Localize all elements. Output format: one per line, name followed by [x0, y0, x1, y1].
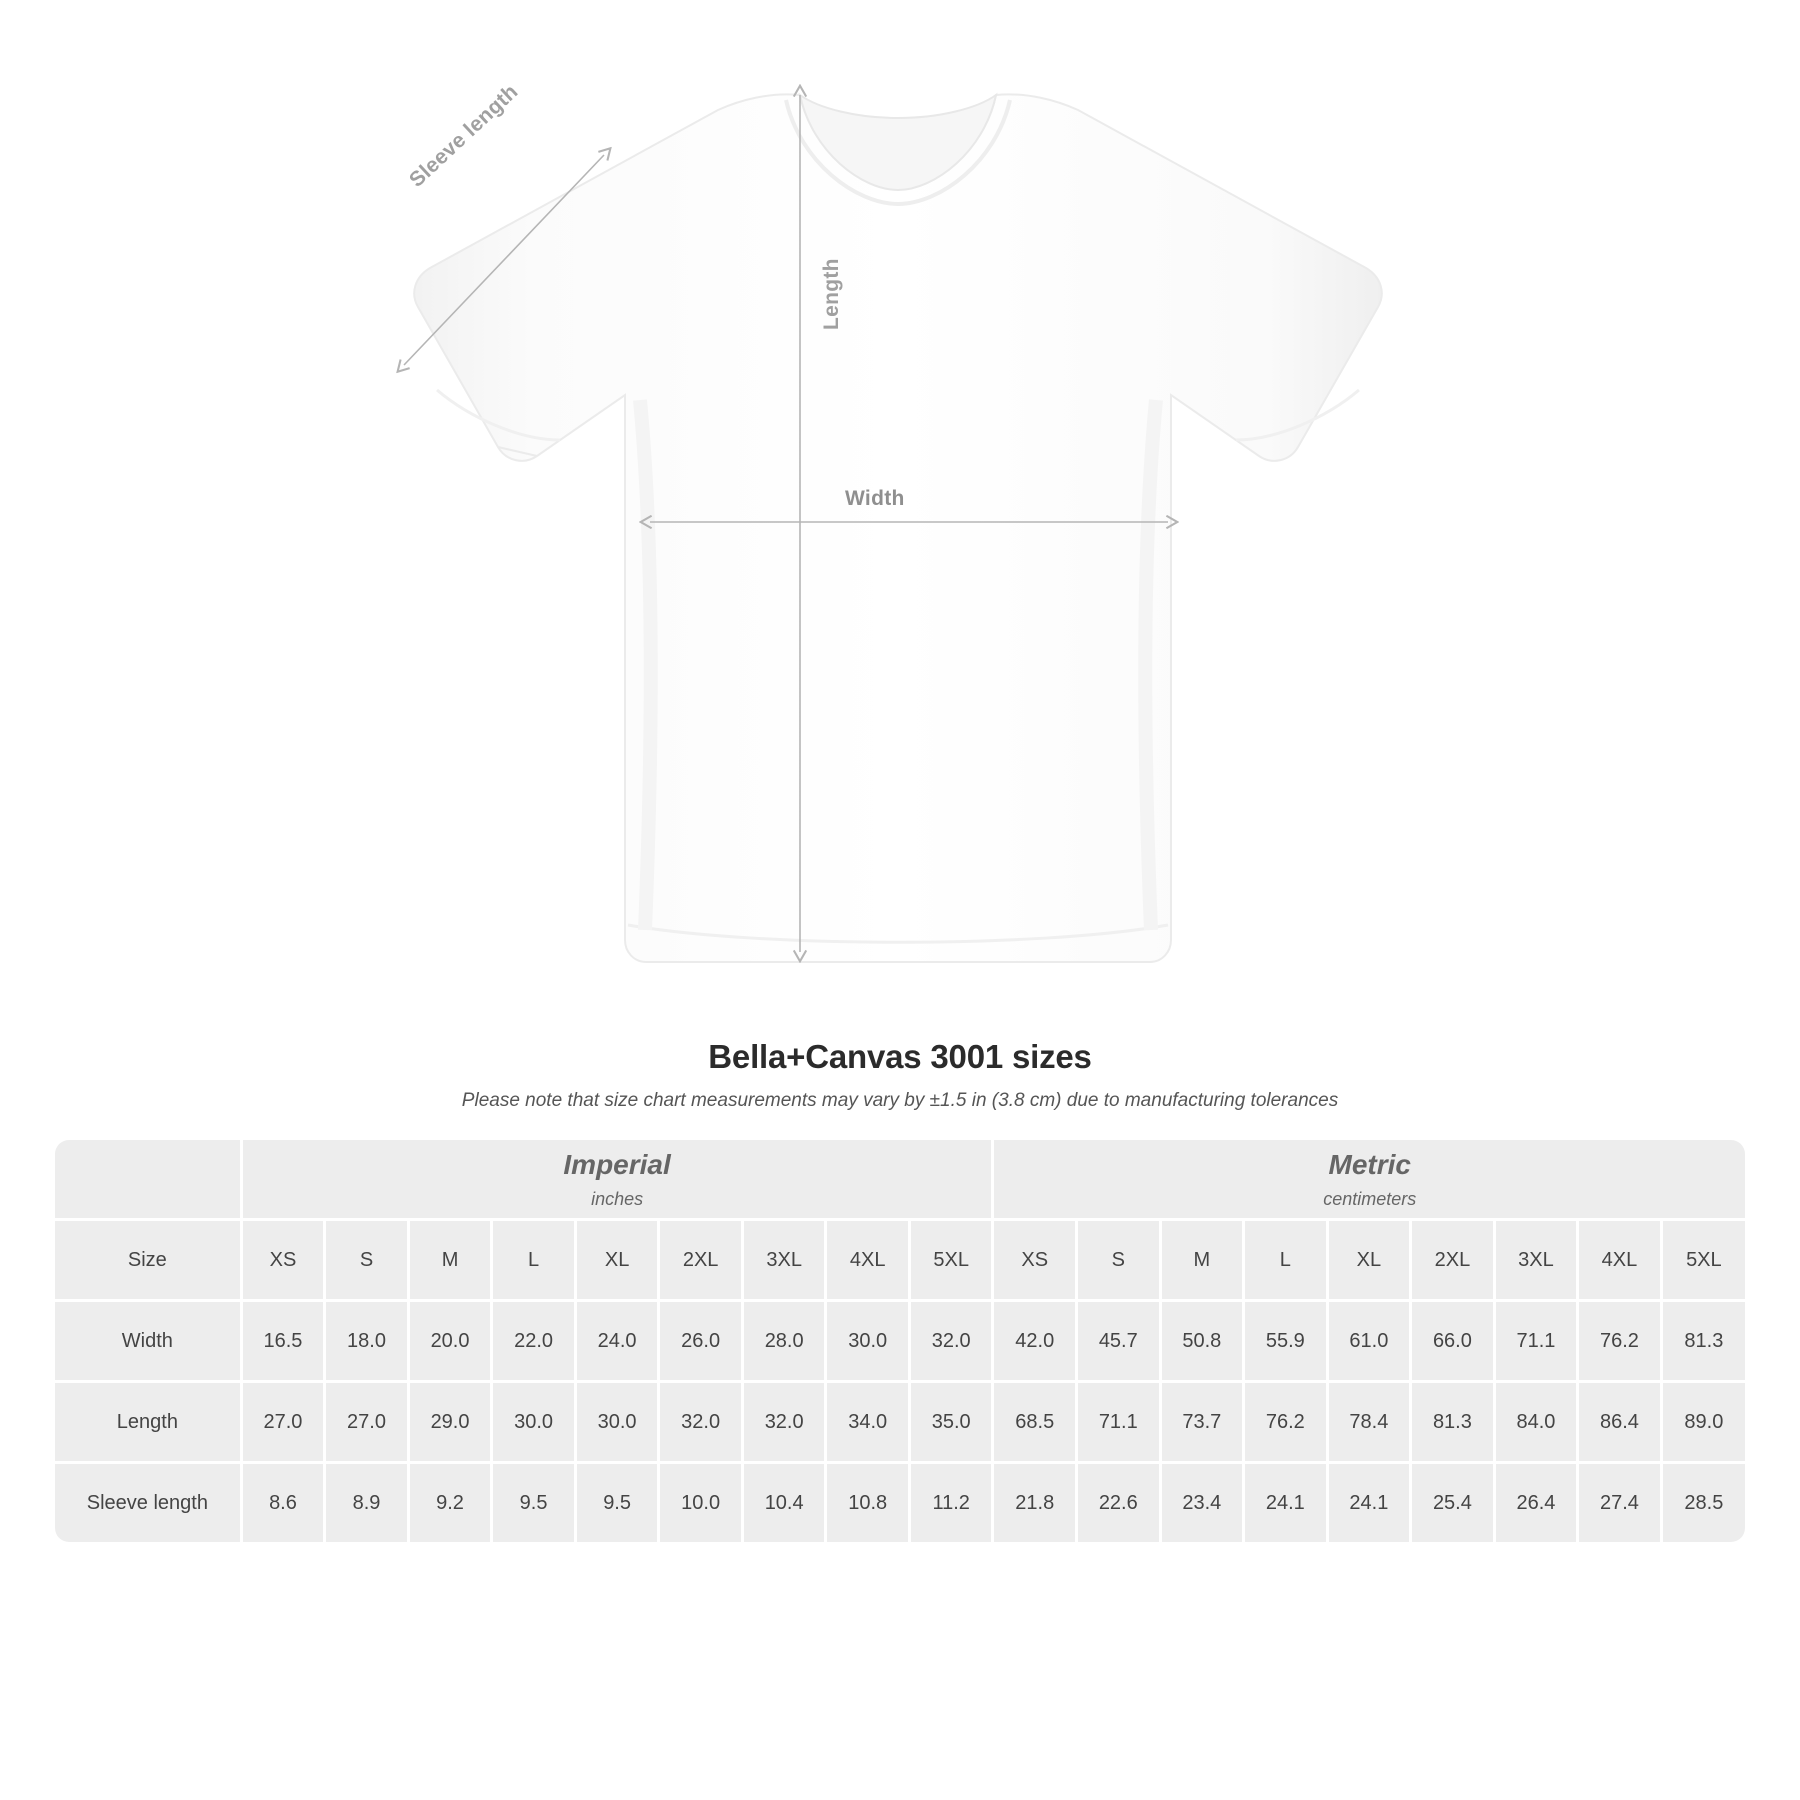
- measurement-cell: 29.0: [408, 1382, 492, 1463]
- measurement-cell: 45.7: [1077, 1301, 1161, 1382]
- measurement-cell: 27.0: [325, 1382, 409, 1463]
- measurement-cell: 32.0: [909, 1301, 993, 1382]
- measurement-cell: 23.4: [1160, 1463, 1244, 1543]
- label-width: Width: [845, 487, 905, 510]
- measurement-cell: 30.0: [826, 1301, 910, 1382]
- row-label: Width: [55, 1301, 241, 1382]
- measurement-cell: 8.9: [325, 1463, 409, 1543]
- size-header-cell: 2XL: [1411, 1220, 1495, 1301]
- measurement-cell: 34.0: [826, 1382, 910, 1463]
- measurement-cell: 28.5: [1661, 1463, 1745, 1543]
- measurement-cell: 26.4: [1494, 1463, 1578, 1543]
- measurement-cell: 68.5: [993, 1382, 1077, 1463]
- measurement-cell: 32.0: [742, 1382, 826, 1463]
- size-header-cell: S: [1077, 1220, 1161, 1301]
- measurement-cell: 10.8: [826, 1463, 910, 1543]
- measurement-cell: 27.4: [1578, 1463, 1662, 1543]
- size-header-cell: 4XL: [1578, 1220, 1662, 1301]
- measurement-cell: 9.5: [492, 1463, 576, 1543]
- measurement-cell: 84.0: [1494, 1382, 1578, 1463]
- table-row: [55, 1382, 1745, 1463]
- table-corner-cell: [55, 1140, 241, 1220]
- label-sleeve-length: Sleeve length: [405, 79, 523, 192]
- unit-name: Imperial: [563, 1148, 671, 1180]
- measurement-cell: 20.0: [408, 1301, 492, 1382]
- measurement-cell: 81.3: [1411, 1382, 1495, 1463]
- unit-header-imperial: [241, 1140, 993, 1220]
- unit-subtitle: inches: [591, 1188, 644, 1209]
- measurement-cell: 22.6: [1077, 1463, 1161, 1543]
- size-header-cell: XL: [1327, 1220, 1411, 1301]
- table-row: [55, 1463, 1745, 1543]
- measurement-cell: 30.0: [575, 1382, 659, 1463]
- measurement-cell: 21.8: [993, 1463, 1077, 1543]
- measurement-cell: 24.1: [1327, 1463, 1411, 1543]
- size-header-cell: 4XL: [826, 1220, 910, 1301]
- measurement-cell: 78.4: [1327, 1382, 1411, 1463]
- measurement-cell: 10.4: [742, 1463, 826, 1543]
- size-header-cell: L: [1244, 1220, 1328, 1301]
- size-header-cell: 2XL: [659, 1220, 743, 1301]
- measurement-cell: 28.0: [742, 1301, 826, 1382]
- measurement-cell: 10.0: [659, 1463, 743, 1543]
- measurement-cell: 30.0: [492, 1382, 576, 1463]
- row-label: Sleeve length: [55, 1463, 241, 1543]
- measurement-cell: 24.1: [1244, 1463, 1328, 1543]
- size-header-row: [55, 1220, 1745, 1301]
- measurement-cell: 66.0: [1411, 1301, 1495, 1382]
- measurement-cell: 27.0: [241, 1382, 325, 1463]
- measurement-cell: 24.0: [575, 1301, 659, 1382]
- unit-subtitle: centimeters: [1323, 1188, 1417, 1209]
- measurement-cell: 42.0: [993, 1301, 1077, 1382]
- measurement-cell: 76.2: [1244, 1382, 1328, 1463]
- size-header-cell: 3XL: [1494, 1220, 1578, 1301]
- measurement-cell: 9.5: [575, 1463, 659, 1543]
- size-header-cell: M: [408, 1220, 492, 1301]
- measurement-cell: 55.9: [1244, 1301, 1328, 1382]
- measurement-cell: 32.0: [659, 1382, 743, 1463]
- measurement-cell: 9.2: [408, 1463, 492, 1543]
- size-table: [55, 1140, 1745, 1542]
- measurement-cell: 89.0: [1661, 1382, 1745, 1463]
- measurement-cell: 16.5: [241, 1301, 325, 1382]
- unit-header-row: [55, 1140, 1745, 1220]
- measurement-cell: 71.1: [1494, 1301, 1578, 1382]
- size-header-cell: 3XL: [742, 1220, 826, 1301]
- measurement-cell: 25.4: [1411, 1463, 1495, 1543]
- table-row: [55, 1301, 1745, 1382]
- measurement-cell: 26.0: [659, 1301, 743, 1382]
- measurement-cell: 50.8: [1160, 1301, 1244, 1382]
- tshirt-shape: [414, 94, 1382, 962]
- row-label: Length: [55, 1382, 241, 1463]
- size-header-cell: M: [1160, 1220, 1244, 1301]
- measurement-cell: 81.3: [1661, 1301, 1745, 1382]
- page-title: Bella+Canvas 3001 sizes: [708, 1038, 1092, 1075]
- measurement-cell: 8.6: [241, 1463, 325, 1543]
- measurement-cell: 61.0: [1327, 1301, 1411, 1382]
- unit-header-metric: [993, 1140, 1745, 1220]
- measurement-cell: 71.1: [1077, 1382, 1161, 1463]
- tolerance-note: Please note that size chart measurements may vary by ±1.5 in (3.8 cm) due to manufacturing tolerances: [461, 1090, 1339, 1111]
- size-header-cell: L: [492, 1220, 576, 1301]
- size-header-cell: 5XL: [909, 1220, 993, 1301]
- measurement-cell: 18.0: [325, 1301, 409, 1382]
- measurement-cell: 86.4: [1578, 1382, 1662, 1463]
- measurement-cell: 35.0: [909, 1382, 993, 1463]
- size-header-cell: XL: [575, 1220, 659, 1301]
- measurement-cell: 73.7: [1160, 1382, 1244, 1463]
- size-header-cell: S: [325, 1220, 409, 1301]
- unit-name: Metric: [1328, 1148, 1411, 1180]
- measurement-cell: 11.2: [909, 1463, 993, 1543]
- size-header-cell: XS: [241, 1220, 325, 1301]
- measurement-cell: 76.2: [1578, 1301, 1662, 1382]
- measurement-cell: 22.0: [492, 1301, 576, 1382]
- size-table-wrap: [55, 1140, 1745, 1542]
- size-row-label: Size: [55, 1220, 241, 1301]
- size-header-cell: XS: [993, 1220, 1077, 1301]
- label-length: Length: [820, 258, 843, 330]
- title-block: [0, 1038, 1800, 1112]
- size-header-cell: 5XL: [1661, 1220, 1745, 1301]
